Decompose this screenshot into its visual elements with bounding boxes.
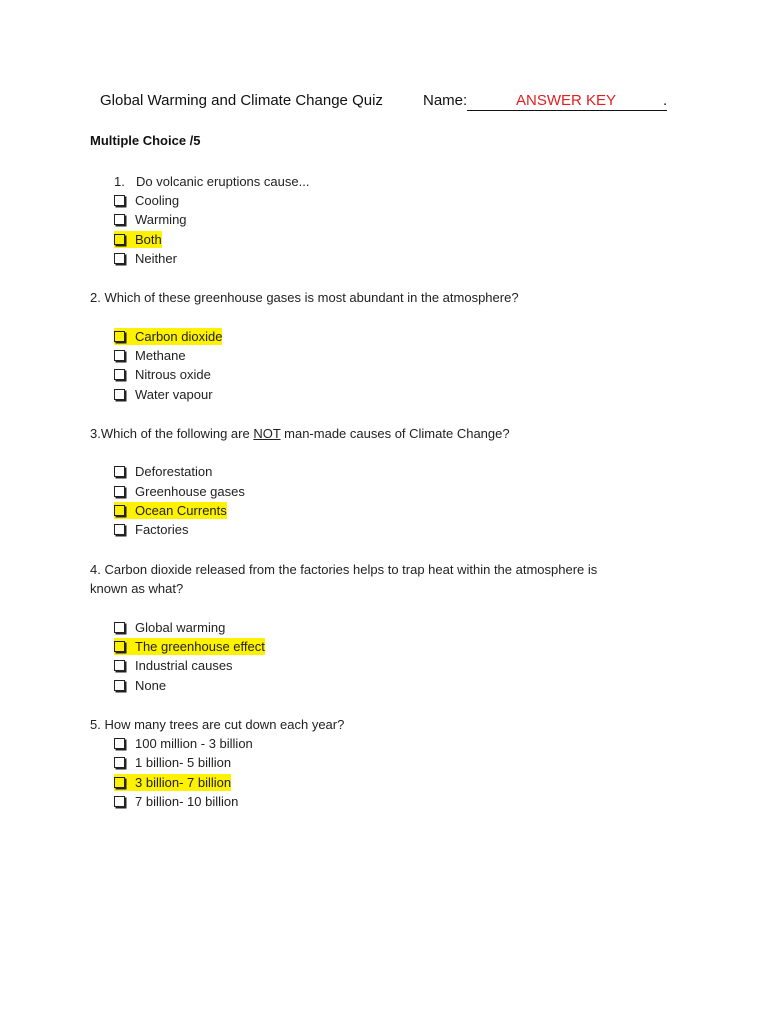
section-heading: Multiple Choice /5 [90,133,201,148]
option-label: The greenhouse effect [135,639,265,654]
option-label: Neither [135,251,177,266]
checkbox-icon[interactable] [114,660,125,671]
option-q1-3-correct[interactable] [114,231,162,248]
option-label: 100 million - 3 billion [135,736,253,751]
option-label: 7 billion- 10 billion [135,794,239,809]
option-q3-3-correct[interactable] [114,502,227,519]
checkbox-icon[interactable] [114,777,125,788]
option-q5-2[interactable] [114,754,231,771]
option-label: Both [135,232,162,247]
option-label: Methane [135,348,186,363]
checkbox-icon[interactable] [114,466,125,477]
name-end: . [663,92,668,109]
option-label: None [135,678,167,693]
answer-key-text: ANSWER KEY [516,92,617,109]
option-label: 1 billion- 5 billion [135,755,232,770]
option-q1-2[interactable] [114,211,187,228]
option-q4-2-correct[interactable] [114,638,265,655]
checkbox-icon[interactable] [114,389,125,400]
checkbox-icon[interactable] [114,505,125,516]
option-label: Deforestation [135,464,213,479]
checkbox-icon[interactable] [114,369,125,380]
option-q5-3-correct[interactable] [114,774,231,791]
option-label: Water vapour [135,387,213,402]
name-label: Name: [423,92,468,109]
option-label: Factories [135,522,189,537]
checkbox-icon[interactable] [114,641,125,652]
option-q3-4[interactable] [114,521,188,538]
option-q5-1[interactable] [114,735,253,752]
option-q2-4[interactable] [114,386,213,403]
option-label: Greenhouse gases [135,484,245,499]
question-text-emphasis: NOT [253,426,281,441]
question-text-line-2: known as what? [90,581,184,596]
checkbox-icon[interactable] [114,524,125,535]
checkbox-icon[interactable] [114,253,125,264]
question-text-pre: 3.Which of the following are [90,426,254,441]
checkbox-icon[interactable] [114,738,125,749]
checkbox-icon[interactable] [114,195,125,206]
checkbox-icon[interactable] [114,331,125,342]
checkbox-icon[interactable] [114,680,125,691]
option-q4-3[interactable] [114,657,233,674]
checkbox-icon[interactable] [114,622,125,633]
question-text: Do volcanic eruptions cause... [136,174,310,189]
option-q1-1[interactable] [114,192,179,209]
question-5: 5. How many trees are cut down each year? [90,717,345,732]
quiz-title: Global Warming and Climate Change Quiz [100,92,383,109]
option-label: Industrial causes [135,658,233,673]
option-label: 3 billion- 7 billion [135,775,232,790]
question-1 [114,172,309,191]
option-q2-1-correct[interactable] [114,328,222,345]
option-q3-1[interactable] [114,463,212,480]
question-2: 2. Which of these greenhouse gases is most abundant in the atmosphere? [90,290,519,305]
option-label: Carbon dioxide [135,329,223,344]
option-q4-4[interactable] [114,677,166,694]
question-text-line-1: 4. Carbon dioxide released from the factories helps to trap heat within the atmosphere is [90,562,598,577]
question-number: 1. [114,174,125,189]
option-q2-3[interactable] [114,366,211,383]
option-q4-1[interactable] [114,619,225,636]
checkbox-icon[interactable] [114,796,125,807]
option-q5-4[interactable] [114,793,238,810]
option-label: Warming [135,212,187,227]
option-q3-2[interactable] [114,483,245,500]
option-q1-4[interactable] [114,250,177,267]
option-label: Nitrous oxide [135,367,211,382]
checkbox-icon[interactable] [114,350,125,361]
checkbox-icon[interactable] [114,486,125,497]
checkbox-icon[interactable] [114,214,125,225]
question-3 [90,424,510,443]
question-4 [90,560,597,598]
checkbox-icon[interactable] [114,757,125,768]
option-label: Global warming [135,620,226,635]
option-q2-2[interactable] [114,347,186,364]
question-text-post: man-made causes of Climate Change? [280,426,510,441]
checkbox-icon[interactable] [114,234,125,245]
option-label: Ocean Currents [135,503,227,518]
option-label: Cooling [135,193,180,208]
header-row [100,92,700,114]
